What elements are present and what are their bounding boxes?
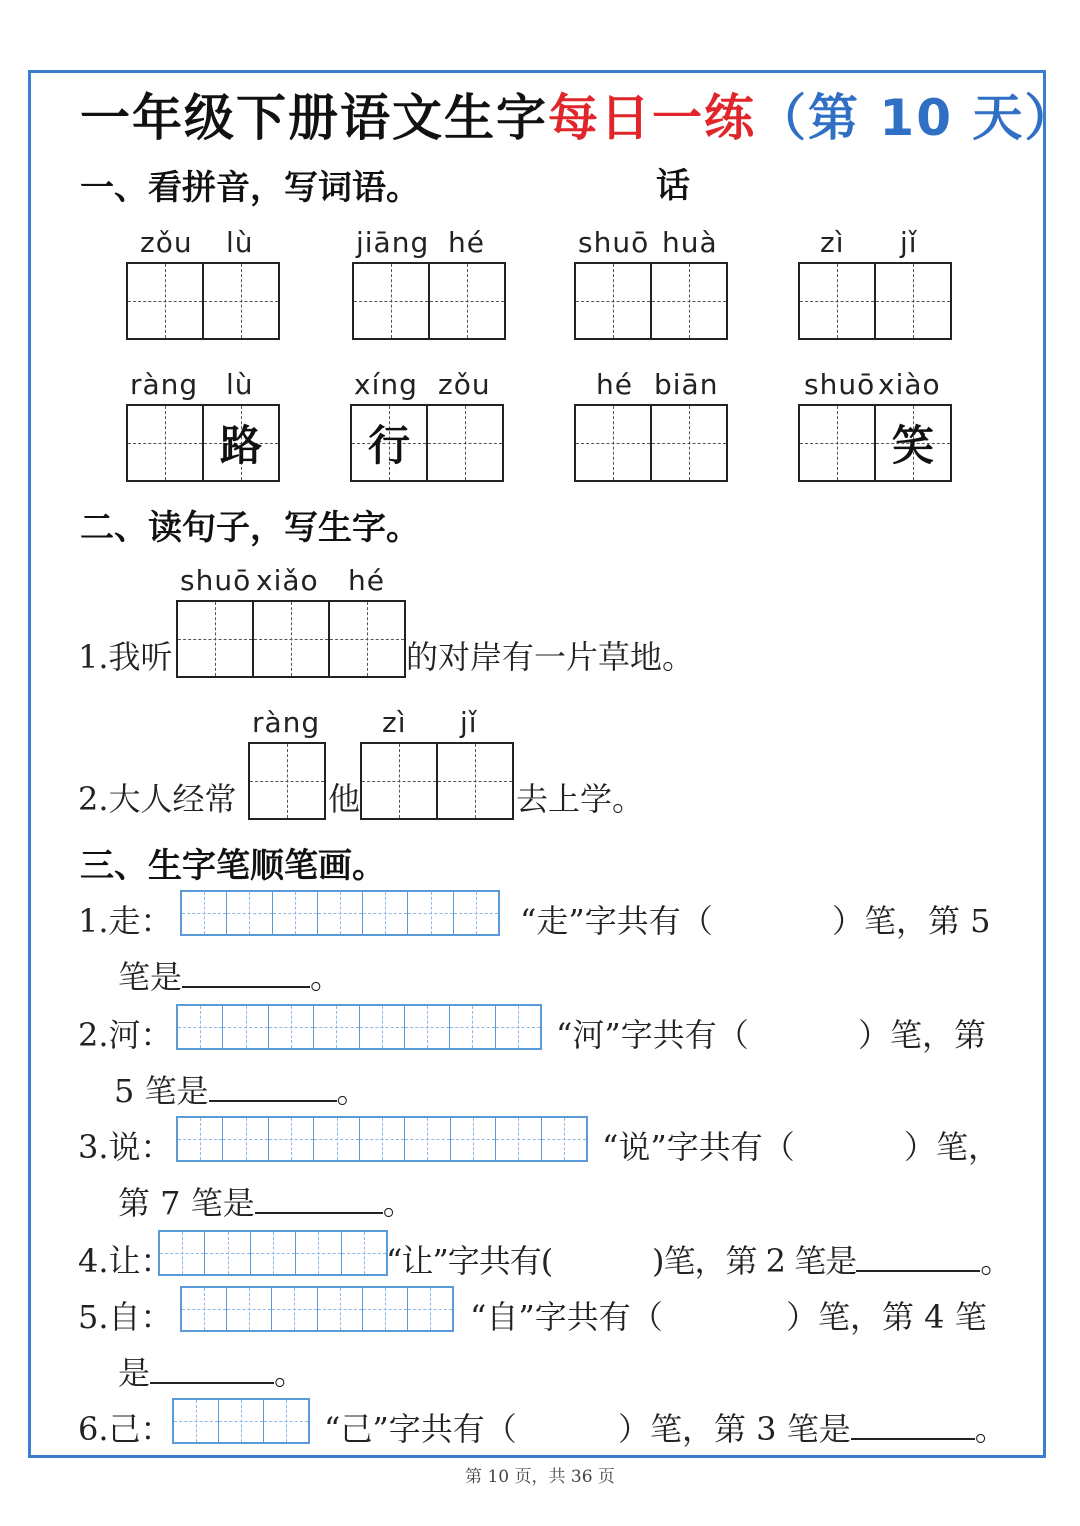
q1-label: 1.走： — [78, 902, 173, 940]
pinyin: jǐ — [900, 226, 918, 259]
sentence1-start: 1.我听 — [78, 638, 173, 676]
pinyin: lù — [226, 368, 254, 401]
q4-text-a: “让”字共有( — [386, 1242, 553, 1280]
grid-cell[interactable] — [128, 406, 204, 480]
grid-cell[interactable] — [178, 602, 254, 676]
sentence2-grid-a[interactable] — [248, 742, 326, 820]
page-footer: 第 10 页，共 36 页 — [465, 1467, 615, 1487]
grid-cell[interactable] — [438, 744, 512, 818]
pinyin: zì — [382, 706, 407, 739]
answer-blank[interactable] — [856, 1270, 980, 1272]
pinyin: biān — [654, 368, 719, 401]
pinyin: zǒu — [140, 226, 193, 259]
pinyin: shuō — [180, 564, 252, 597]
grid-cell[interactable] — [876, 264, 950, 338]
pinyin: shuō — [804, 368, 876, 401]
answer-blank[interactable] — [182, 986, 310, 988]
pinyin: lù — [226, 226, 254, 259]
answer-blank[interactable] — [209, 1100, 337, 1102]
answer-blank[interactable] — [150, 1382, 274, 1384]
grid-cell[interactable] — [430, 264, 504, 338]
pinyin: jǐ — [460, 706, 478, 739]
pinyin: huà — [662, 226, 718, 259]
pinyin: hé — [348, 564, 385, 597]
q2-stroke-grid[interactable] — [176, 1004, 542, 1050]
grid-cell[interactable] — [250, 744, 324, 818]
grid-cell[interactable] — [652, 406, 726, 480]
q4-stroke-grid[interactable] — [158, 1230, 388, 1276]
q2-line2: 5 笔是 。 — [114, 1072, 369, 1110]
q6-label: 6.己： — [78, 1410, 173, 1448]
grid-cell[interactable] — [204, 264, 278, 338]
q6-line: ）笔，第 3 笔是 。 — [618, 1410, 1007, 1448]
pinyin: hé — [596, 368, 633, 401]
writing-grid[interactable] — [798, 404, 952, 482]
answer-blank[interactable] — [851, 1438, 975, 1440]
sentence1-grid[interactable] — [176, 600, 406, 678]
grid-cell[interactable] — [354, 264, 430, 338]
q5-stroke-grid[interactable] — [180, 1286, 454, 1332]
sentence2-mid: 他 — [328, 780, 361, 818]
q2-label: 2.河： — [78, 1016, 173, 1054]
grid-cell[interactable] — [428, 406, 502, 480]
q3-line2: 第 7 笔是 。 — [118, 1184, 415, 1222]
section1-heading: 一、看拼音，写词语。 — [80, 168, 420, 208]
q6-stroke-grid[interactable] — [172, 1398, 310, 1444]
section2-heading: 二、读句子，写生字。 — [80, 508, 420, 548]
grid-cell[interactable] — [362, 744, 438, 818]
q4-label: 4.让： — [78, 1242, 173, 1280]
grid-cell[interactable] — [330, 602, 404, 676]
q5-text-b: ）笔，第 4 笔 — [786, 1298, 987, 1336]
pinyin: xiào — [878, 368, 941, 401]
pinyin: shuō — [578, 226, 650, 259]
grid-cell[interactable]: 行 — [352, 406, 428, 480]
q2-text-b: ）笔，第 — [858, 1016, 987, 1054]
q4-line: )笔，第 2 笔是 。 — [652, 1242, 1012, 1280]
sentence2-start: 2.大人经常 — [78, 780, 237, 818]
writing-grid[interactable] — [574, 262, 728, 340]
q5-line2: 是 。 — [118, 1354, 307, 1392]
writing-grid[interactable] — [798, 262, 952, 340]
answer-blank[interactable] — [255, 1212, 383, 1214]
q3-text-b: ）笔， — [904, 1128, 1001, 1166]
q5-text-a: “自”字共有（ — [470, 1298, 663, 1336]
grid-cell[interactable] — [800, 264, 876, 338]
grid-cell[interactable] — [128, 264, 204, 338]
q2-text-a: “河”字共有（ — [556, 1016, 749, 1054]
q3-stroke-grid[interactable] — [176, 1116, 588, 1162]
writing-grid[interactable] — [574, 404, 728, 482]
grid-cell[interactable] — [254, 602, 330, 676]
q1-line2: 笔是 。 — [118, 958, 343, 996]
pinyin: jiāng — [356, 226, 430, 259]
pinyin: zì — [820, 226, 845, 259]
pinyin: xiǎo — [256, 564, 319, 597]
writing-grid[interactable] — [126, 404, 280, 482]
sentence2-end: 去上学。 — [516, 780, 645, 818]
pinyin: xíng — [354, 368, 418, 401]
q6-text-a: “己”字共有（ — [324, 1410, 517, 1448]
section3-heading: 三、生字笔顺笔画。 — [80, 846, 386, 886]
grid-cell[interactable] — [652, 264, 726, 338]
sentence2-grid-b[interactable] — [360, 742, 514, 820]
q5-label: 5.自： — [78, 1298, 173, 1336]
q1-text-b: ）笔，第 5 — [832, 902, 991, 940]
pinyin: hé — [448, 226, 485, 259]
writing-grid[interactable] — [126, 262, 280, 340]
grid-cell[interactable] — [800, 406, 876, 480]
pinyin: ràng — [130, 368, 199, 401]
grid-cell[interactable]: 笑 — [876, 406, 950, 480]
q3-label: 3.说： — [78, 1128, 173, 1166]
sentence1-end: 的对岸有一片草地。 — [406, 638, 695, 676]
q1-stroke-grid[interactable] — [180, 890, 500, 936]
q3-text-a: “说”字共有（ — [602, 1128, 795, 1166]
section1-hint: 话 — [656, 166, 690, 206]
grid-cell[interactable]: 路 — [204, 406, 278, 480]
grid-cell[interactable] — [576, 406, 652, 480]
grid-cell[interactable] — [576, 264, 652, 338]
writing-grid[interactable] — [352, 262, 506, 340]
writing-grid[interactable] — [350, 404, 504, 482]
pinyin: zǒu — [438, 368, 491, 401]
pinyin: ràng — [252, 706, 321, 739]
worksheet-title: 一年级下册语文生字每日一练（第 10 天） — [80, 89, 1077, 147]
q1-text-a: “走”字共有（ — [520, 902, 713, 940]
